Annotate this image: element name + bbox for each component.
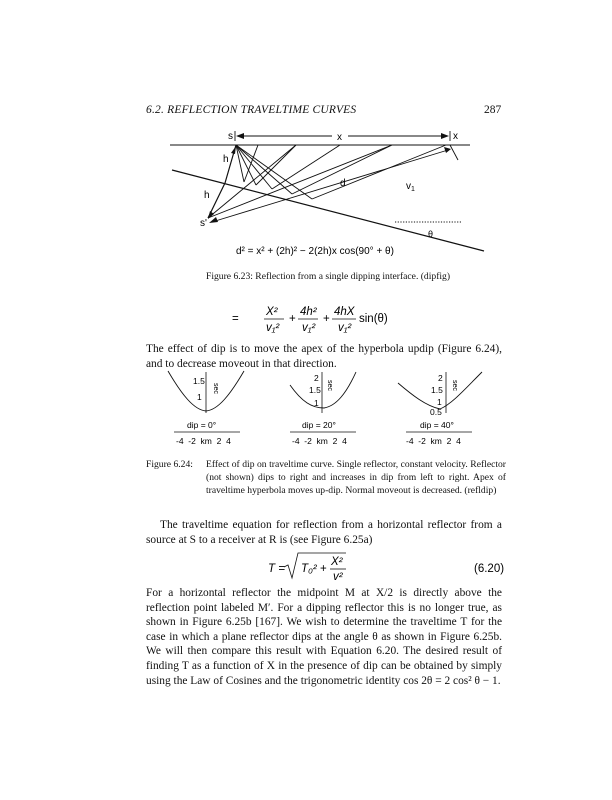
eq-term3-tail: sin(θ) (359, 313, 388, 325)
eq-term1-den: v₁² (266, 322, 280, 334)
tick-1-1: 1 (197, 392, 202, 402)
label-x-mid: x (337, 132, 342, 143)
tick-2-2: 2 (314, 373, 319, 383)
tick-2-1: 1 (314, 398, 319, 408)
label-h-lower: h (204, 190, 210, 201)
tick-3-15: 1.5 (431, 385, 443, 395)
eq620-number: (6.20) (474, 563, 505, 575)
dip-label-2: dip = 20° (302, 420, 336, 430)
page-number: 287 (484, 104, 502, 116)
axis-label-1: -4 -2 km 2 4 (176, 436, 231, 446)
eq620-den: v² (333, 571, 343, 583)
eq620-lhs: T = (268, 563, 285, 575)
label-x-right: x (453, 131, 458, 142)
sec-label-2: sec (326, 380, 333, 391)
label-theta: θ (428, 229, 434, 239)
eq-term3-num: 4hX (334, 306, 355, 318)
eq-term2-den: v₁² (302, 322, 316, 334)
eq620-plus: + (320, 563, 327, 575)
paragraph-dip-effect: The effect of dip is to move the apex of the hyperbola updip (Figure 6.24), and to decrease moveout in that direction. (146, 343, 502, 370)
tick-3-05: 0.5 (430, 407, 442, 417)
label-d: d (340, 178, 346, 189)
figure-6-24-caption-label: Figure 6.24: (146, 459, 193, 470)
sec-label-3: sec (451, 380, 458, 391)
axis-label-3: -4 -2 km 2 4 (406, 436, 461, 446)
eq620-t0: T₀² (301, 563, 317, 575)
tick-1-15: 1.5 (193, 376, 205, 386)
label-h-upper: h (223, 154, 229, 165)
paragraph-dipping-reflector: For a horizontal reflector the midpoint M at X/2 is directly above the reflection point labeled M′. For a dipping reflector this is no longer true, as shown in Figure 6.25b [167]. We wish to determine the traveltime T for the case in which a plane reflector dips at the angle θ as shown in Figure 6.25b. We will then compare this result with Equation 6.20. The desired result of finding T as a function of X in the presence of dip can be obtained by simply using the Law of Cosines and the trigonometric identity cos 2θ = 2 cos² θ − 1. (146, 587, 502, 687)
label-s-image: s' (200, 218, 207, 229)
eq-term1-num: X² (266, 306, 278, 318)
sec-label-1: sec (212, 383, 219, 394)
dip-label-1: dip = 0° (187, 420, 217, 430)
figure-6-23-caption: Figure 6.23: Reflection from a single dipping interface. (dipfig) (206, 271, 451, 282)
running-header-title: 6.2. REFLECTION TRAVELTIME CURVES (146, 104, 357, 116)
label-v1: $v_1$ (406, 181, 415, 193)
eq-equals: = (232, 313, 239, 325)
law-of-cosines-equation: d² = x² + (2h)² − 2(2h)x cos(90° + θ) (236, 246, 394, 257)
dip-label-3: dip = 40° (420, 420, 454, 430)
eq-term2-num: 4h² (300, 306, 317, 318)
tick-3-2: 2 (438, 373, 443, 383)
figure-6-24-caption-text: Effect of dip on traveltime curve. Single reflector, constant velocity. Reflector (not shown) dips to right and increases in dip from left to right. Apex of traveltime hyperbola moves up-dip. Normal moveout is decreased. (refldip) (206, 459, 506, 496)
tick-3-1: 1 (437, 397, 442, 407)
label-s: s (228, 131, 233, 142)
paragraph-traveltime-intro: The traveltime equation for reflection from a horizontal reflector from a source at S to a receiver at R is (see Figure 6.25a) (146, 519, 502, 546)
axis-label-2: -4 -2 km 2 4 (292, 436, 347, 446)
eq-plus1: + (289, 313, 296, 325)
eq-plus2: + (323, 313, 330, 325)
eq-term3-den: v₁² (338, 322, 352, 334)
eq620-num: X² (331, 556, 343, 568)
tick-2-15: 1.5 (309, 385, 321, 395)
